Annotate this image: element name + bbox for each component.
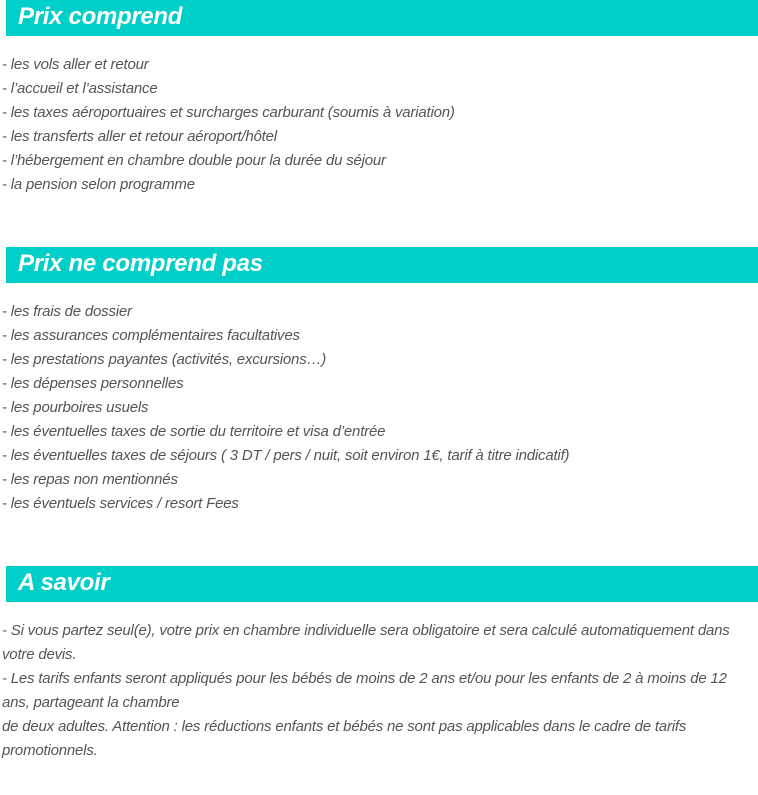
section-prix-comprend: [0, 0, 758, 197]
section-title: A savoir: [18, 569, 110, 596]
list-item: - les frais de dossier: [2, 303, 132, 320]
list-item: - les pourboires usuels: [2, 399, 149, 416]
section-header-prix-ne-comprend-pas: [6, 247, 758, 283]
paragraph: - Les tarifs enfants seront appliqués pour les bébés de moins de 2 ans et/ou pour les enfants de 2 à moins de 12 ans, partageant la chambre: [2, 670, 727, 711]
list-item: - les éventuelles taxes de séjours ( 3 DT / pers / nuit, soit environ 1€, tarif à titre indicatif): [2, 447, 570, 464]
list-item: - les repas non mentionnés: [2, 471, 178, 488]
a-savoir-text: [2, 619, 750, 763]
paragraph: de deux adultes. Attention : les réductions enfants et bébés ne sont pas applicables dans le cadre de tarifs promotionnels.: [2, 718, 687, 759]
list-item: - l’accueil et l’assistance: [2, 80, 158, 97]
section-header-a-savoir: [6, 566, 758, 602]
section-header-prix-comprend: [6, 0, 758, 36]
list-item: - les assurances complémentaires facultatives: [2, 327, 300, 344]
list-item: - les vols aller et retour: [2, 56, 149, 73]
prix-ne-comprend-pas-list: [2, 300, 750, 516]
list-item: - les éventuels services / resort Fees: [2, 495, 239, 512]
paragraph: - Si vous partez seul(e), votre prix en chambre individuelle sera obligatoire et sera calculé automatiquement dans votre devis.: [2, 622, 730, 663]
list-item: - les éventuelles taxes de sortie du territoire et visa d’entrée: [2, 423, 386, 440]
list-item: - l’hébergement en chambre double pour la durée du séjour: [2, 152, 386, 169]
prix-comprend-list: [2, 53, 750, 197]
list-item: - les transferts aller et retour aéroport/hôtel: [2, 128, 277, 145]
section-prix-ne-comprend-pas: [0, 247, 758, 516]
list-item: - les prestations payantes (activités, excursions…): [2, 351, 327, 368]
list-item: - les taxes aéroportuaires et surcharges carburant (soumis à variation): [2, 104, 455, 121]
section-a-savoir: [0, 566, 758, 763]
section-title: Prix ne comprend pas: [18, 250, 263, 277]
list-item: - les dépenses personnelles: [2, 375, 184, 392]
list-item: - la pension selon programme: [2, 176, 195, 193]
section-title: Prix comprend: [18, 3, 183, 30]
